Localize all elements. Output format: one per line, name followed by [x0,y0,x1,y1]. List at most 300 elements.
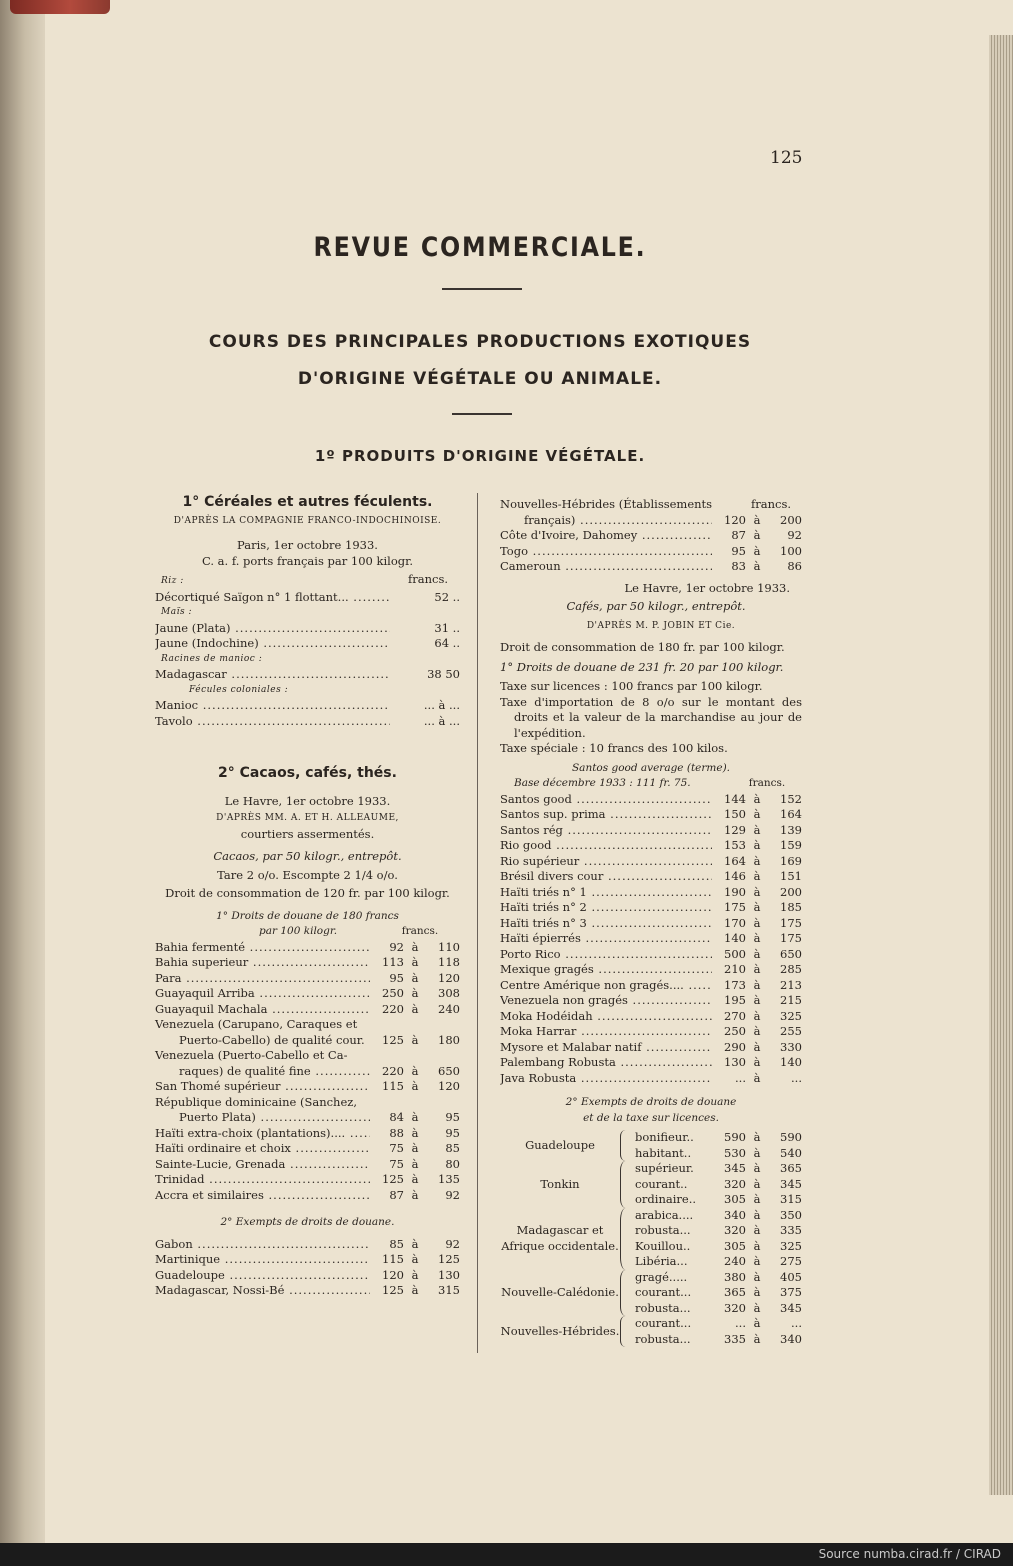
table-row [155,1172,460,1188]
row-name: Madagascar, Nossi-Bé ..... [155,1283,370,1299]
row-high: 86 [787,559,802,573]
table-row [500,993,802,1009]
row-high: 92 [445,1236,460,1251]
table-row [155,1064,460,1080]
group-rows [635,1130,802,1161]
row-name: Haïti ordinaire et choix ..... [155,1141,370,1157]
row-a: à [411,1063,419,1078]
row-name: Santos good ..... [500,792,712,808]
row-a: à [753,1161,761,1175]
row-high: 345 [780,1176,802,1191]
row-low: 320 [724,1176,746,1191]
row-a: à [753,543,761,558]
row-name: français) ..... [500,513,712,529]
row-name: Jaune (Plata) ..... [155,621,390,637]
table-row [155,1126,460,1142]
table-row [155,1079,460,1095]
brace-icon [620,1161,631,1208]
row-a: à [753,853,761,868]
table-row [500,528,802,544]
row-high: 308 [438,986,460,1000]
row-name: Gabon ..... [155,1237,370,1253]
row-a: à [753,512,761,527]
row-high: 152 [780,791,802,806]
row-high: 85 [445,1141,460,1155]
row-low: 85 [389,1236,404,1251]
row-high: 120 [438,970,460,985]
table-row [155,1252,460,1268]
row-low: 164 [724,853,746,868]
brace-icon [620,1270,631,1317]
row-high: 590 [780,1130,802,1144]
row-high: 92 [787,528,802,542]
row-a: à [753,1285,761,1299]
row-low: 195 [724,993,746,1007]
table-row [500,900,802,916]
row-high: 175 [780,931,802,945]
cacao-table-2 [155,1126,460,1204]
row-low: 220 [382,1063,404,1078]
group-rows [635,1316,802,1347]
row-name: San Thomé supérieur ..... [155,1079,370,1095]
row-name: Haïti triés n° 3 ..... [500,916,712,932]
exempt-line-1: 2° Exempts de droits de douane [565,1096,737,1108]
row-low: 95 [731,543,746,558]
row-high: 650 [780,946,802,961]
row-low: 144 [724,791,746,806]
row-a: à [753,1176,761,1191]
row-name: Rio good ..... [500,838,712,854]
exempt-group [500,1130,802,1161]
row-name: robusta... [635,1223,691,1237]
table-row [635,1332,802,1348]
row-low: 95 [389,970,404,985]
row-price: 52 .. [434,589,460,604]
table-row [155,1283,460,1299]
table-row [500,838,802,854]
table-row [635,1254,802,1270]
row-low: 500 [724,946,746,961]
row-high: 215 [780,993,802,1007]
row-name: Haïti triés n° 1 ..... [500,885,712,901]
row-low: 115 [382,1079,404,1093]
row-name: raques) de qualité fine ..... [155,1064,370,1080]
row-low: 115 [382,1252,404,1266]
row-a: à [753,1207,761,1222]
row-low: 320 [724,1300,746,1315]
table-row [500,931,802,947]
table-row [635,1130,802,1146]
page-gutter [0,0,45,1543]
table-row [155,1157,460,1173]
page-edges [989,35,1013,1495]
row-a: à [753,884,761,899]
row-low: 125 [382,1283,404,1297]
subtitle-rule [452,413,512,415]
cafes-unit: francs. [748,777,786,789]
cafes-taxe-3: Taxe spéciale : 10 francs des 100 kilos. [500,741,728,755]
row-name: robusta... [635,1300,691,1315]
row-a: à [411,1267,419,1282]
santos-line-1: Santos good average (terme). [571,761,731,774]
brace-icon [620,1316,631,1347]
right-column [500,497,802,1347]
row-low: 380 [724,1269,746,1284]
row-high: 118 [438,955,460,969]
table-row [635,1270,802,1286]
row-name: courant.. [635,1176,688,1191]
table-row [155,714,460,730]
row-name: Para ..... [155,971,370,987]
row-high: 325 [780,1238,802,1253]
row-a: à [411,1125,419,1140]
row-low: 290 [724,1039,746,1054]
nh-header-row [500,497,802,513]
table-row [155,698,460,714]
row-a: à [753,1300,761,1315]
row-a: à [411,1172,419,1186]
cafes-terms: Cafés, par 50 kilogr., entrepôt. [566,599,746,613]
row-name: Sainte-Lucie, Grenada ..... [155,1157,370,1173]
cafes-place-date: Le Havre, 1er octobre 1933. [624,580,790,595]
row-high: 315 [438,1283,460,1297]
row-low: 250 [382,986,404,1000]
row-name: robusta... [635,1331,691,1346]
row-high: 255 [780,1024,802,1038]
row-name: Brésil divers cour ..... [500,869,712,885]
row-high: 125 [438,1252,460,1266]
row-name: habitant.. [635,1145,692,1160]
row-name: Bahia superieur ..... [155,955,370,971]
row-a: à [411,1110,419,1124]
row-low: 83 [731,559,746,573]
row-a: à [753,807,761,821]
row-a: à [753,1008,761,1023]
row-low: 120 [724,512,746,527]
table-row [500,792,802,808]
row-high: 330 [780,1039,802,1054]
cereales-place-date: Paris, 1er octobre 1933. [237,538,378,552]
row-low: 153 [724,838,746,852]
row-a: à [753,993,761,1007]
table-row [500,962,802,978]
row-a: à [753,946,761,961]
row-high: 100 [780,543,802,558]
row-low: 150 [724,807,746,821]
table-row [635,1239,802,1255]
row-low: 590 [724,1130,746,1144]
row-a: à [753,1145,761,1160]
row-high: 164 [780,807,802,821]
row-name: Mysore et Malabar natif ..... [500,1040,712,1056]
table-row [635,1146,802,1162]
table-row [155,1237,460,1253]
row-a: à [753,528,761,542]
table-row [155,955,460,971]
row-name: Accra et similaires ..... [155,1188,370,1204]
table-row [155,1141,460,1157]
table-row [155,1188,460,1204]
row-high: 650 [438,1063,460,1078]
cacaos-tare: Tare 2 o/o. Escompte 2 1/4 o/o. [217,867,398,882]
row-name: Martinique ..... [155,1252,370,1268]
row-name: arabica.... [635,1207,694,1222]
row-high: 92 [445,1187,460,1202]
row-price: 38 50 [427,667,460,681]
row-high: 365 [780,1161,802,1175]
cacaos-sub1-line1: 1° Droits de douane de 180 francs [216,909,399,922]
row-low: 125 [382,1032,404,1047]
row-name: courant... [635,1285,692,1299]
row-a: à [753,1254,761,1268]
cafe-table [500,792,802,1087]
mais-label: Maïs : [161,607,192,617]
row-a: à [753,1223,761,1237]
cacaos-sub1-line2-row [155,924,460,940]
row-name: Guayaquil Machala ..... [155,1002,370,1018]
row-high: 185 [780,900,802,914]
table-row [500,978,802,994]
table-row [155,1110,460,1126]
row-name: Madagascar ..... [155,667,390,683]
row-name: Rio supérieur ..... [500,854,712,870]
group-label: Nouvelle-Calédonie. [501,1285,619,1299]
row-name: Manioc ..... [155,698,390,714]
table-row [500,1055,802,1071]
cacaos-sub1-line2: par 100 kilogr. [259,925,338,937]
row-high: 325 [780,1008,802,1023]
row-a: à [753,962,761,976]
table-row [500,1024,802,1040]
row-high: 213 [780,977,802,992]
section-title: 1º PRODUITS D'ORIGINE VÉGÉTALE. [314,447,646,465]
row-low: 84 [389,1110,404,1124]
row-low: 340 [724,1207,746,1222]
row-low: 129 [724,822,746,837]
row-name: bonifieur.. [635,1130,694,1144]
row-a: à [753,1238,761,1253]
row-name: ordinaire.. [635,1192,697,1206]
table-row [635,1177,802,1193]
row-high: 315 [780,1192,802,1206]
page-title: REVUE COMMERCIALE. [313,232,647,263]
row-a: à [411,1252,419,1266]
row-low: 250 [724,1024,746,1038]
riz-label: Riz : [161,576,184,586]
subtitle-line-1: COURS DES PRINCIPALES PRODUCTIONS EXOTIQUES [208,332,752,352]
row-a: à [411,1141,419,1155]
table-row [155,636,460,652]
row-high: ... [791,1070,802,1085]
row-a: à [411,955,419,969]
row-a: à [753,1070,761,1085]
row-low: 130 [724,1055,746,1069]
row-low: 305 [724,1238,746,1253]
binding-ribbon [10,0,110,14]
row-name: Haïti épierrés ..... [500,931,712,947]
cafes-taxe-2: Taxe d'importation de 8 o/o sur le montant des droits et la valeur de la marchandise au jour de l'expédition. [500,694,802,740]
row-high: 151 [780,869,802,883]
nh-unit: francs. [750,497,791,511]
republique-line-a: République dominicaine (Sanchez, [155,1094,357,1109]
subtitle-line-2: D'ORIGINE VÉGÉTALE OU ANIMALE. [297,369,663,389]
table-row [635,1223,802,1239]
row-low: 240 [724,1254,746,1268]
row-high: ... [791,1316,802,1330]
row-high: 350 [780,1207,802,1222]
row-a: à [753,559,761,573]
row-name: Guadeloupe ..... [155,1268,370,1284]
row-a: à [753,1024,761,1038]
row-low: 335 [724,1331,746,1346]
row-a: à [753,1055,761,1069]
cafes-source: D'APRÈS M. P. JOBIN ET Cie. [586,620,736,631]
cacaos-droit: Droit de consommation de 120 fr. par 100 kilogr. [165,886,450,900]
table-row [500,869,802,885]
page-number: 125 [770,148,803,168]
left-column [155,495,460,1299]
row-high: 405 [780,1269,802,1284]
row-a: à [753,900,761,914]
exempt-group [500,1270,802,1317]
table-row [500,854,802,870]
table-row [500,807,802,823]
row-price: ... à ... [423,713,460,728]
cereales-riz-header [155,572,460,590]
right-top-table [500,528,802,575]
row-high: 240 [438,1001,460,1016]
row-name: gragé..... [635,1269,688,1284]
table-row [635,1316,802,1332]
row-a: à [411,1079,419,1093]
row-a: à [753,915,761,930]
row-name: Moka Hodéidah ..... [500,1009,712,1025]
row-low: 530 [724,1145,746,1160]
row-a: à [753,1316,761,1330]
table-row [500,947,802,963]
table-row [155,940,460,956]
table-row [155,621,460,637]
row-high: 120 [438,1079,460,1093]
row-name: Côte d'Ivoire, Dahomey ..... [500,528,712,544]
row-name: Puerto Plata) ..... [155,1110,370,1126]
cafes-droit: Droit de consommation de 180 fr. par 100 kilogr. [500,640,785,654]
row-a: à [411,970,419,985]
row-name: Palembang Robusta ..... [500,1055,712,1071]
row-a: à [753,1039,761,1054]
row-a: à [753,1130,761,1144]
row-low: ... [735,1316,746,1330]
table-row [500,559,802,575]
cacaos-terms: Cacaos, par 50 kilogr., entrepôt. [213,849,402,863]
row-high: 175 [780,915,802,930]
row-a: à [411,986,419,1000]
row-name: Décortiqué Saïgon n° 1 flottant... ..... [155,590,390,606]
cacaos-place-date: Le Havre, 1er octobre 1933. [224,793,391,808]
cereales-heading: 1° Céréales et autres féculents. [182,494,433,510]
row-high: 285 [780,962,802,976]
row-low: 113 [382,955,404,969]
table-row [155,1033,460,1049]
cacaos-heading: 2° Cacaos, cafés, thés. [218,765,397,781]
exempt-line-2: et de la taxe sur licences. [583,1111,719,1124]
exempt-group [500,1316,802,1347]
table-row [500,544,802,560]
row-name: Santos sup. prima ..... [500,807,712,823]
row-high: 110 [438,939,460,954]
fecules-label: Fécules coloniales : [189,684,289,695]
table-row [500,823,802,839]
row-price: 64 .. [434,636,460,650]
row-high: 95 [445,1125,460,1140]
row-name: Venezuela non gragés ..... [500,993,712,1009]
nh-line-a: Nouvelles-Hébrides (Établissements [500,497,713,511]
row-a: à [753,1269,761,1284]
table-row [500,885,802,901]
row-name: Mexique gragés ..... [500,962,712,978]
row-low: 320 [724,1223,746,1237]
row-name: Guayaquil Arriba ..... [155,986,370,1002]
row-name: Haïti extra-choix (plantations).... ..... [155,1126,370,1142]
row-low: 173 [724,977,746,992]
row-a: à [753,869,761,883]
row-name: Cameroun ..... [500,559,712,575]
exempt-groups [500,1130,802,1347]
row-name: Bahia fermenté ..... [155,940,370,956]
group-label: Nouvelles-Hébrides. [500,1323,620,1338]
row-low: 210 [724,962,746,976]
row-a: à [411,1236,419,1251]
row-low: 75 [389,1156,404,1171]
title-rule [442,288,522,290]
row-a: à [411,939,419,954]
row-a: à [411,1032,419,1047]
row-name: Moka Harrar ..... [500,1024,712,1040]
row-low: 345 [724,1161,746,1175]
cacaos-sub2: 2° Exempts de droits de douane. [220,1216,395,1228]
row-low: ... [735,1070,746,1085]
venezuela-2-line-a: Venezuela (Puerto-Cabello et Ca- [155,1048,348,1062]
row-high: 130 [438,1267,460,1282]
row-high: 95 [445,1110,460,1124]
row-high: 345 [780,1300,802,1315]
table-row [635,1192,802,1208]
row-name: supérieur. [635,1161,694,1175]
row-name: Togo ..... [500,544,712,560]
table-row [500,916,802,932]
row-low: 170 [724,915,746,930]
row-low: 146 [724,869,746,883]
exempt-group [500,1161,802,1208]
cacao-table-1 [155,940,460,1018]
cacao-table-3 [155,1237,460,1299]
exempt-group [500,1208,802,1270]
row-low: 87 [389,1187,404,1202]
table-row [500,1071,802,1087]
column-divider [477,493,478,1353]
cereales-unit: francs. [407,572,448,586]
cereales-source: D'APRÈS LA COMPAGNIE FRANCO-INDOCHINOISE. [173,515,442,526]
row-name: Tavolo ..... [155,714,390,730]
row-name: Java Robusta ..... [500,1071,712,1087]
row-a: à [753,1331,761,1346]
table-row [155,667,460,683]
row-high: 340 [780,1331,802,1346]
cacaos-source-2: courtiers assermentés. [240,826,375,841]
brace-icon [620,1208,631,1270]
row-a: à [753,1192,761,1206]
row-high: 135 [438,1172,460,1186]
